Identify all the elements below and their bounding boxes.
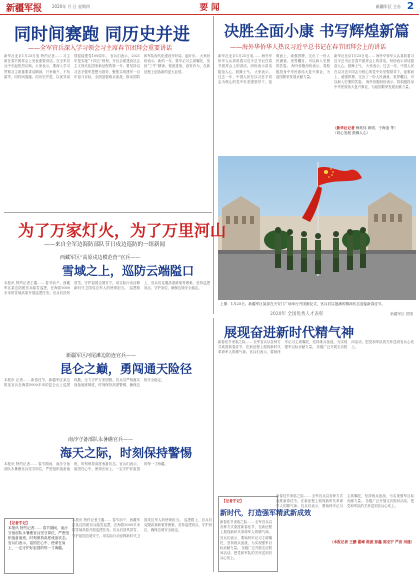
headline-right: 决胜全面小康 书写辉煌新篇 [224,22,410,40]
bottom-inset-title: 新时代，打造强军精武新成效 [220,509,311,517]
feature-tail-body [72,518,212,572]
feature-tail-text: 本报讯 特约记者王鑫…… 春节前夕，西藏军区某边防团官兵踏雪巡逻，在海拔5000多米的雪域高原开展巡逻任务。官兵们顶风冒雪，守护祖国边境安宁，用实际行动诠释新时代卫国戍边军人的使命担当。 巡逻路上，官兵们克服高寒缺氧等困难，坚持巡逻到点、守护到位，确保边境安全稳定。 [72,518,212,538]
sidebar-note-extra: （同心发展 鼓舞人心） [333,131,371,135]
bottom-article-body [218,340,414,488]
bottom-headline: 展现奋进新时代精气神 [224,326,355,341]
bottom-inset-body [220,520,272,568]
section-title: 要 闻 [199,3,220,13]
subhead-left: ——全军官兵深入学习领会习主席春节团拜会重要讲话 [28,45,173,52]
feature-section-3-title: 海天之际，时刻保持警惕 [60,446,193,460]
reporter-note-box [4,518,74,574]
feature-section-3-text: 本报讯 特约记者…… 春节期间，南沙守备部队永暑礁官兵坚守岗位，严密组织战备值班，时刻保持高度戒备状态。官兵们表示，祖国在心中、使命在肩上，一定守护好祖国的每一寸海疆。 [4,462,168,472]
feature-section-1-body [4,281,210,325]
bottom-right-note-text: （本报记者 王鹏 翟峰 陈振 彭鑫 郭龙宇 严亮 刘建） [330,540,415,544]
bottom-article-tail-text: 新春佳节来临之际…… 全军官兵以各种方式欢度新春佳节，在新征程上展现新时代革命军人的精气神。官兵们表示，要始终牢记习主席嘱托，坚持练兵备战，为实现强军目标贡献力量。 各级广泛开展走访慰问活动，把党和军队的关怀送到官兵心坎上。 [276,494,414,509]
bottom-article-text: 新春佳节来临之际…… 全军官兵以各种方式欢度新春佳节，在新征程上展现新时代革命军人的精气神。官兵们表示，要始终牢记习主席嘱托，坚持练兵备战，为实现强军目标贡献力量。 各级广泛开展走访慰问活动，把党和军队的关怀送到官兵心坎上。 [218,340,414,355]
reporter-note-label: 【记者手记】 [8,521,30,525]
feature-section-3-body [4,462,210,516]
feature-section-1-title: 雪域之上，巡防云端隘口 [62,264,195,278]
dateline: 2020年 月 日 星期四 [52,4,90,9]
article-right-body-cont [334,54,414,124]
bottom-kicker: 2020年 全国优秀人才表彰 [270,312,324,317]
column-divider [213,16,214,314]
feature-headline: 为了万家灯火，为了万里河山 [18,221,227,240]
photo-credit: 新疆军区 供图 [390,312,413,316]
bottom-inset-text: 新春佳节来临之际…… 全军官兵以各种方式欢度新春佳节，在新征程上展现新时代革命军人的精气神。官兵们表示，要始终牢记习主席嘱托，坚持练兵备战，为实现强军目标贡献力量。 各级广泛开展走访慰问活动，把党和军队的关怀送到官兵心坎上。 [220,520,272,561]
page-header [0,0,419,15]
photo-illustration [218,156,416,300]
masthead: 新疆军报 [6,4,43,14]
feature-section-1-label: 西藏军区“高原戍边模范营”官兵—— [60,255,141,261]
headline-left: 同时间赛跑 同历史并进 [14,25,190,45]
feature-section-1-text: 本报讯 特约记者王鑫…… 春节前夕，西藏军区某边防团官兵踏雪巡逻，在海拔5000多米的雪域高原开展巡逻任务。官兵们顶风冒雪，守护祖国边境安宁，用实际行动诠释新时代卫国戍边军人的使命担当。 巡逻路上，官兵们克服高寒缺氧等困难，坚持巡逻到点、守护到位，确保边境安全稳定。 [4,281,210,296]
article-right-text-cont: 新华社北京1月25日电…… 海外华侨华人认真收看习近平总书记在春节团拜会上的讲话，纷纷表示讲话振奋人心、鼓舞士气。 大家表示，过去一年，中国人民在以习近平同志为核心的党中央坚强领导下，迎难而上、顽强拼搏，交出了一份人民满意、世界瞩目、可以载入史册的答卷。 海外侨胞纷纷表示，将积极投身中华民族伟大复兴事业，为祖国繁荣发展贡献力量。 [334,54,414,90]
subhead-right: ——海外华侨华人热议习近平总书记在春节团拜会上的讲话 [230,44,387,51]
article-left-text: 新华社北京1月25日电 特约记者…… 习主席在春节团拜会上发表重要讲话，在全军官兵中引起热烈反响。大家表示，要深入学习贯彻习主席重要讲话精神，只争朝夕、不负韶华，同时间赛跑、同历史并进，以优异成绩迎接建党100周年。 官兵们表示，2021年是实施“十四五”规划、开启全面建设社会主义现代化国家新征程的第一年，要坚持以习近平强军思想为指导，聚焦实现建军一百年奋斗目标，全面加强练兵备战，推动国防和军队现代化建设开好局、起好步。 大家纷纷表示，新的一年，要牢记习主席嘱托，发扬“三牛”精神，锐意进取、奋发有为，在新征程上创造新的更大业绩。 [4,54,210,79]
sidebar-note-label: （新华社记者 [333,126,355,130]
sidebar-note-text: 梅常伟 黄明、于海浪 等） [355,126,398,130]
article-left-body [4,54,210,206]
header-info: 新疆军区 主办 [375,4,401,9]
sidebar-note [333,126,413,136]
section-divider [4,212,212,213]
article-right-body [218,54,330,152]
feature-section-2-body [4,378,210,418]
bottom-note-label: 【记者手记】 [222,499,244,503]
column-divider-lower [213,318,214,572]
feature-section-2-label: 新疆军区河尾滩边防连官兵—— [66,353,137,359]
feature-subhead: ——来自全军边海防部队节日戍边巡防的一组新闻 [44,242,166,248]
article-right-text: 新华社北京1月25日电…… 海外华侨华人认真收看习近平总书记在春节团拜会上的讲话，纷纷表示讲话振奋人心、鼓舞士气。 大家表示，过去一年，中国人民在以习近平同志为核心的党中央坚强领导下，迎难而上、顽强拼搏，交出了一份人民满意、世界瞩目、可以载入史册的答卷。 海外侨胞纷纷表示，将积极投身中华民族伟大复兴事业，为祖国繁荣发展贡献力量。 [218,54,330,85]
page-number: 2 [407,1,414,12]
bottom-right-note [330,540,414,545]
feature-section-3-label: 南沙守备部队永暑礁官兵—— [68,437,134,443]
feature-section-2-text: 本报讯 记者…… 新春佳节，新疆军区某边防连官兵在海拔5000多米的昆仑山上巡逻执勤，全力守护万家团圆。官兵们严格落实战备值班制度，时刻保持高度警惕，确保边防安全稳定。 [4,378,165,388]
reporter-note-text: 本报讯 特约记者…… 春节期间，南沙守备部队永暑礁官兵坚守岗位，严密组织战备值班，时刻保持高度戒备状态。官兵们表示，祖国在心中、使命在肩上，一定守护好祖国的每一寸海疆。 [8,526,70,550]
feature-section-2-title: 昆仑之巅，勇闯通天险径 [60,362,193,376]
photo-caption: 上图：1月25日，新疆军区某部在天安门广场举行升国旗仪式，官兵们以饱满的精神状态迎接新春佳节。 [220,302,385,306]
bottom-article-tail [276,494,414,534]
flag-ceremony-photo [218,156,416,300]
